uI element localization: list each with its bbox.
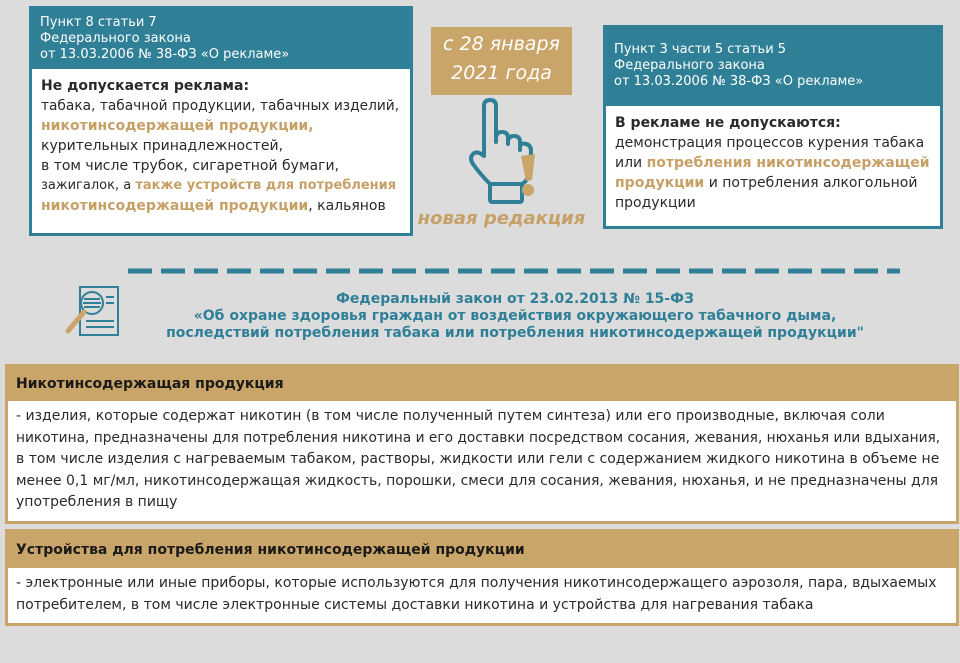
definition-line: употребления в пищу: [16, 494, 178, 510]
right-box-text: и потребления алкогольной: [704, 175, 918, 191]
left-body-title: Не допускается реклама:: [41, 78, 250, 94]
left-box-line: [41, 196, 401, 216]
exclamation-icon: [521, 154, 535, 196]
definition-term: Устройства для потребления никотинсодержащей продукции: [8, 532, 956, 568]
definition-line: потребителем, в том числе электронные системы доставки никотина и устройства для нагревания табака: [16, 596, 814, 613]
left-box-highlight-text: никотинсодержащей продукции,: [41, 118, 314, 134]
right-box-line: [615, 133, 931, 153]
law-document-magnifier-icon: [62, 283, 124, 343]
right-law-header: [606, 28, 940, 106]
left-box-line: [41, 176, 401, 196]
left-box-line: [41, 96, 401, 116]
left-box-text: курительных принадлежностей,: [41, 138, 284, 154]
left-body-lines: [41, 96, 401, 216]
left-box-highlight-text: также устройств для потребления: [135, 178, 397, 193]
definition-line: менее 0,1 мг/мл, никотинсодержащая жидкость, порошки, смеси для сосания, жевания, нюханья, и не предназначены для: [16, 472, 939, 489]
left-box-text: , кальянов: [308, 198, 386, 214]
right-header-line: Пункт 3 части 5 статьи 5: [614, 42, 787, 57]
new-edition-label: новая редакция: [417, 208, 586, 229]
date-badge: [431, 27, 572, 95]
right-box-line: [615, 153, 931, 173]
right-box-text: или: [615, 155, 647, 171]
pointing-hand-icon: [460, 98, 550, 208]
law-title-line1: Федеральный закон от 23.02.2013 № 15-ФЗ: [336, 291, 694, 307]
law-title-line3: последствий потребления табака или потребления никотинсодержащей продукции": [166, 325, 864, 341]
left-law-body: [32, 69, 410, 223]
definition-line: - электронные или иные приборы, которые используются для получения никотинсодержащего аэрозоля, пара, вдыхаемых: [16, 575, 937, 591]
right-box-text: продукции: [615, 195, 696, 211]
right-body-title: В рекламе не допускаются:: [615, 115, 841, 131]
definition-term: Никотинсодержащая продукция: [8, 367, 956, 401]
left-box-text: в том числе трубок, сигаретной бумаги,: [41, 158, 340, 174]
definition-text: [8, 401, 956, 519]
definition-text: [8, 568, 956, 621]
definition-line: - изделия, которые содержат никотин (в том числе полученный путем синтеза) или его производные, включая соли: [16, 408, 885, 424]
left-box-line: [41, 136, 401, 156]
right-box-line: [615, 173, 931, 193]
law-title-line2: «Об охране здоровья граждан от воздействия окружающего табачного дыма,: [193, 308, 837, 324]
left-box-line: [41, 116, 401, 136]
right-law-box: [603, 25, 943, 229]
right-box-line: [615, 193, 931, 213]
right-header-line: Федерального закона: [614, 58, 765, 73]
right-law-body: [606, 106, 940, 220]
definition-nicotine-products: [5, 364, 959, 524]
right-header-line: от 13.03.2006 № 38-ФЗ «О рекламе»: [614, 74, 864, 89]
definition-line: никотина, предназначены для потребления никотина и его доставки посредством сосания, жевания, нюханья или вдыхания,: [16, 429, 941, 446]
right-body-lines: [615, 133, 931, 213]
left-box-line: [41, 156, 401, 176]
left-header-line: Пункт 8 статьи 7: [40, 15, 157, 30]
right-box-highlight-text: продукции: [615, 175, 705, 191]
left-box-highlight-text: никотинсодержащей продукции: [41, 198, 309, 214]
definition-line: в том числе изделия с нагреваемым табаком, растворы, жидкости или гели с содержанием жидкого никотина в объеме не: [16, 451, 940, 467]
date-badge-line1: с 28 января: [443, 33, 560, 55]
right-box-highlight-text: потребления никотинсодержащей: [646, 155, 930, 171]
left-box-text: табака, табачной продукции, табачных изделий,: [41, 98, 400, 114]
left-header-line: от 13.03.2006 № 38-ФЗ «О рекламе»: [40, 47, 290, 62]
date-badge-line2: 2021 года: [451, 62, 552, 84]
definition-nicotine-devices: [5, 529, 959, 626]
dashed-divider: [128, 268, 900, 274]
law-title: [130, 291, 900, 342]
right-box-text: демонстрация процессов курения табака: [615, 135, 925, 151]
left-header-line: Федерального закона: [40, 31, 191, 46]
left-law-box: [29, 6, 413, 236]
left-box-text: зажигалок, а: [41, 178, 136, 193]
left-law-header: [32, 9, 410, 69]
